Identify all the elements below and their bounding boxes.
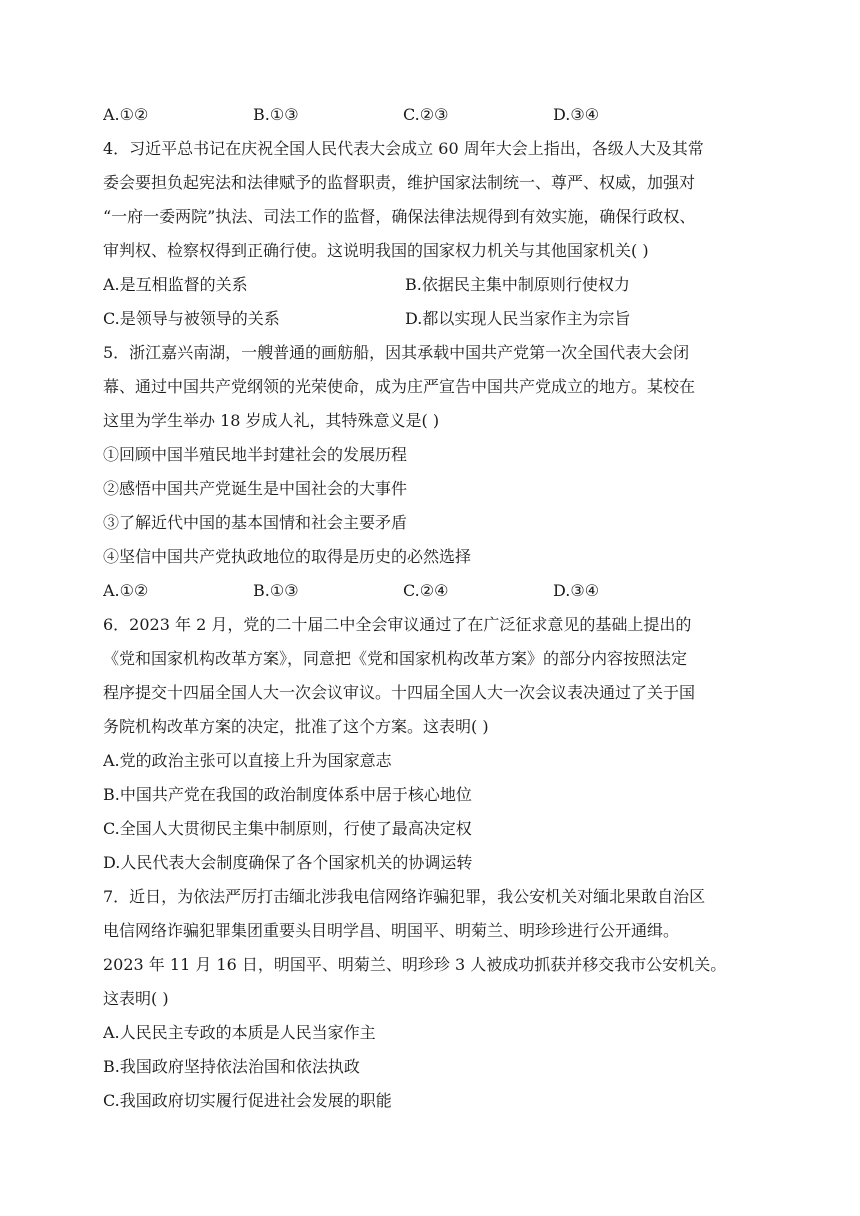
q7-stem-line: 这表明( ) xyxy=(103,989,169,1008)
question-6 xyxy=(103,608,763,880)
q7-option-b: B.我国政府坚持依法治国和依法执政 xyxy=(103,1057,360,1076)
q5-option-d: D.③④ xyxy=(553,581,600,600)
q5-statement-3: ③了解近代中国的基本国情和社会主要矛盾 xyxy=(103,513,408,532)
q5-option-c: C.②④ xyxy=(403,581,449,600)
q4-options-row-2 xyxy=(103,302,763,336)
q4-option-a: A.是互相监督的关系 xyxy=(103,275,248,294)
q5-statement-1: ①回顾中国半殖民地半封建社会的发展历程 xyxy=(103,445,408,464)
q5-option-a: A.①② xyxy=(103,581,149,600)
question-4 xyxy=(103,132,763,336)
q4-stem-line: 审判权、检察权得到正确行使。这说明我国的国家权力机关与其他国家机关( ) xyxy=(103,241,649,260)
q6-stem-line: 6．2023 年 2 月，党的二十届二中全会审议通过了在广泛征求意见的基础上提出的 xyxy=(103,615,692,634)
q5-option-b: B.①③ xyxy=(253,581,299,600)
q6-stem-line: 程序提交十四届全国人大一次会议审议。十四届全国人大一次会议表决通过了关于国 xyxy=(103,683,696,702)
q5-statement-2: ②感悟中国共产党诞生是中国社会的大事件 xyxy=(103,479,408,498)
q6-option-b: B.中国共产党在我国的政治制度体系中居于核心地位 xyxy=(103,785,472,804)
q6-option-c: C.全国人大贯彻民主集中制原则，行使了最高决定权 xyxy=(103,819,472,838)
q4-stem-line: 4．习近平总书记在庆祝全国人民代表大会成立 60 周年大会上指出，各级人大及其常 xyxy=(103,139,704,158)
q4-options-row-1 xyxy=(103,268,763,302)
q6-option-a: A.党的政治主张可以直接上升为国家意志 xyxy=(103,751,392,770)
q5-stem-line: 5．浙江嘉兴南湖，一艘普通的画舫船，因其承载中国共产党第一次全国代表大会闭 xyxy=(103,343,690,362)
question-7 xyxy=(103,880,763,1118)
q6-stem-line: 务院机构改革方案的决定，批准了这个方案。这表明( ) xyxy=(103,717,489,736)
q4-stem-line: 委会要担负起宪法和法律赋予的监督职责，维护国家法制统一、尊严、权威，加强对 xyxy=(103,173,696,192)
q3-option-c: C.②③ xyxy=(403,105,449,124)
q4-option-d: D.都以实现人民当家作主为宗旨 xyxy=(405,309,631,328)
q7-stem-line: 2023 年 11 月 16 日，明国平、明菊兰、明珍珍 3 人被成功抓获并移交我市公安机关。 xyxy=(103,955,727,974)
q5-options xyxy=(103,574,763,608)
q7-stem-line: 电信网络诈骗犯罪集团重要头目明学昌、明国平、明菊兰、明珍珍进行公开通缉。 xyxy=(103,921,680,940)
q4-option-c: C.是领导与被领导的关系 xyxy=(103,309,280,328)
q5-stem-line: 幕、通过中国共产党纲领的光荣使命，成为庄严宣告中国共产党成立的地方。某校在 xyxy=(103,377,696,396)
q6-option-d: D.人民代表大会制度确保了各个国家机关的协调运转 xyxy=(103,853,473,872)
q5-stem-line: 这里为学生举办 18 岁成人礼，其特殊意义是( ) xyxy=(103,411,440,430)
q5-statement-4: ④坚信中国共产党执政地位的取得是历史的必然选择 xyxy=(103,547,472,566)
q7-option-c: C.我国政府切实履行促进社会发展的职能 xyxy=(103,1091,392,1110)
q7-stem-line: 7．近日，为依法严厉打击缅北涉我电信网络诈骗犯罪，我公安机关对缅北果敢自治区 xyxy=(103,887,706,906)
q6-stem-line: 《党和国家机构改革方案》，同意把《党和国家机构改革方案》的部分内容按照法定 xyxy=(103,649,688,668)
q3-option-a: A.①② xyxy=(103,105,149,124)
q3-options xyxy=(103,98,763,132)
q3-option-d: D.③④ xyxy=(553,105,600,124)
q4-stem-line: “一府一委两院”执法、司法工作的监督，确保法律法规得到有效实施，确保行政权、 xyxy=(103,207,696,226)
q7-option-a: A.人民民主专政的本质是人民当家作主 xyxy=(103,1023,376,1042)
q3-option-b: B.①③ xyxy=(253,105,299,124)
question-5 xyxy=(103,336,763,608)
exam-page xyxy=(103,98,763,1118)
q4-option-b: B.依据民主集中制原则行使权力 xyxy=(405,275,630,294)
